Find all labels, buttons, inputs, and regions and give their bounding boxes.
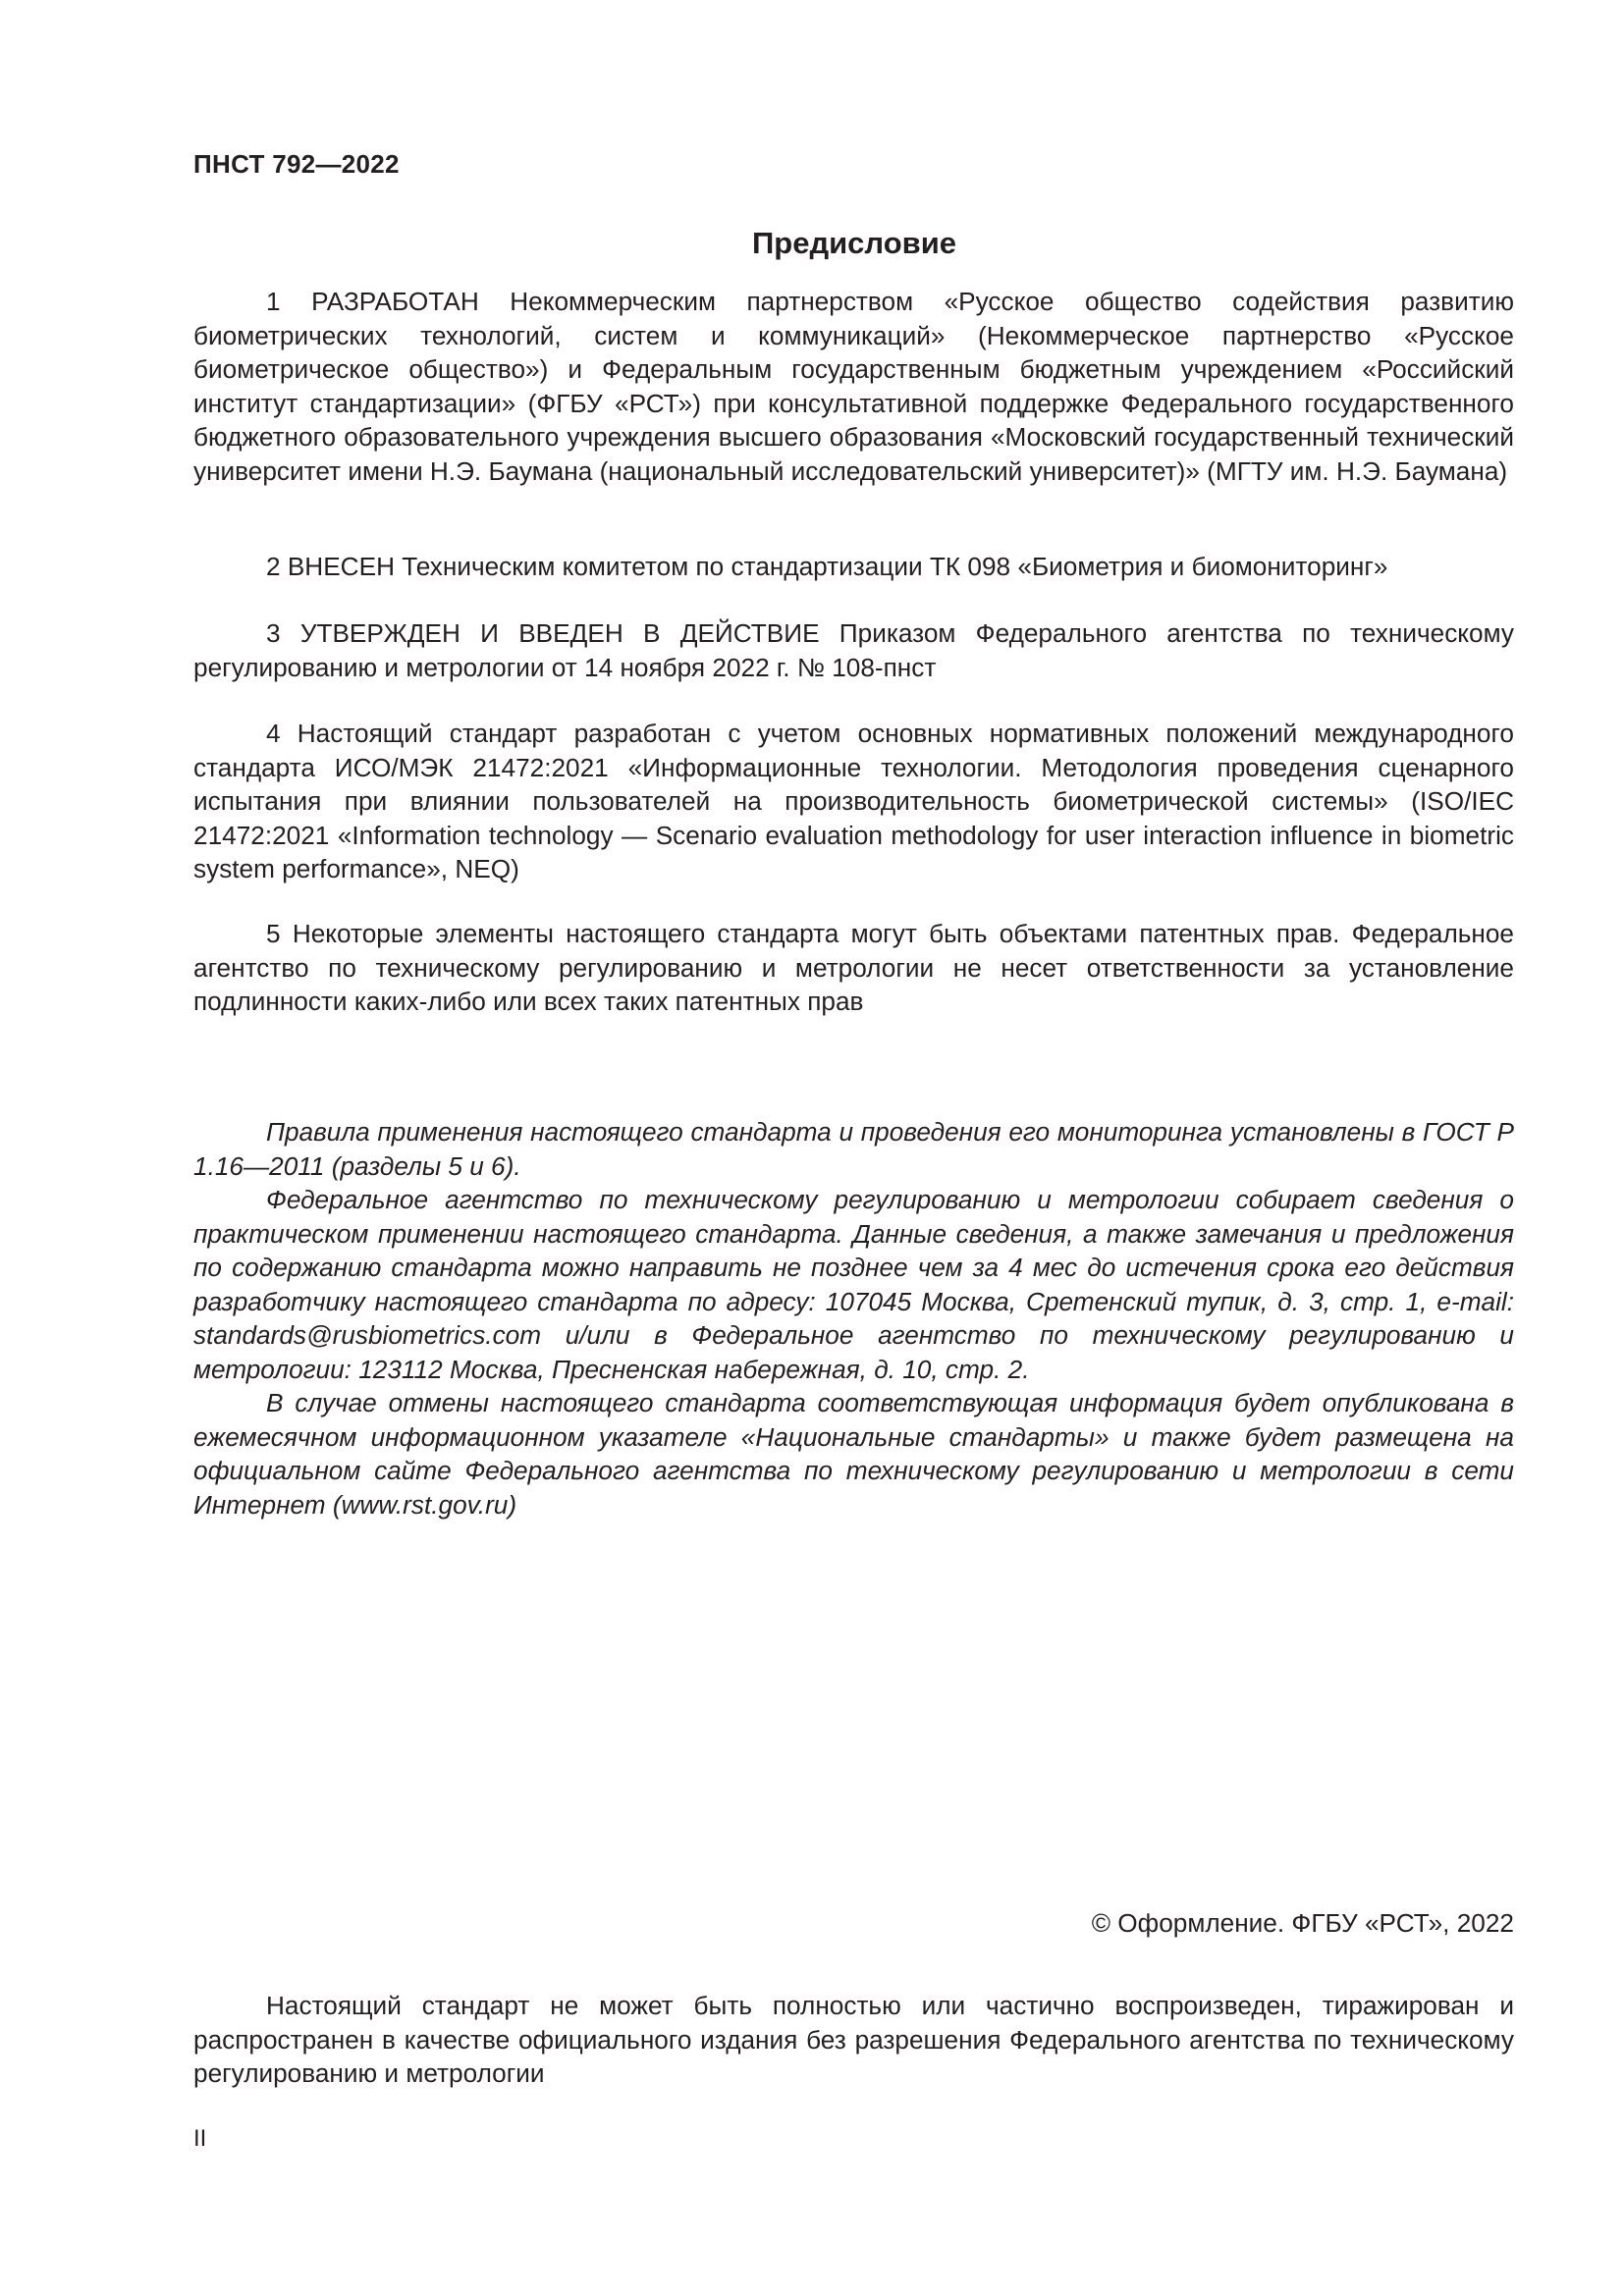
copyright-line: © Оформление. ФГБУ «РСТ», 2022 [1091,1908,1514,1938]
notice-feedback: Федеральное агентство по техническому регулированию и метрологии собирает сведения о практическом применении настоящего стандарта. Данные сведения, а также замечания и предложения по содержанию стандарта можно направить не позднее чем за 4 мес до истечения срока его действия разработчику настоящего стандарта по адресу: 107045 Москва, Сретенский тупик, д. 3, стр. 1, e-mail: standards@rusbiometrics.com и/или в Федеральное агентство по техническому регулированию и метрологии: 123112 Москва, Пресненская набережная, д. 10, стр. 2. [193,1185,1514,1384]
section-5-text: 5 Некоторые элементы настоящего стандарта могут быть объектами патентных прав. Федеральное агентство по техническому регулированию и метрологии не несет ответственности за установление подлинности каких-либо или всех таких патентных прав [193,919,1514,1016]
page-title: Предисловие [751,226,956,260]
document-code: ПНСТ 792—2022 [193,149,400,179]
section-3-text: 3 УТВЕРЖДЕН И ВВЕДЕН В ДЕЙСТВИЕ Приказом Федерального агентства по техническому регулированию и метрологии от 14 ноября 2022 г. № 108-пнст [193,618,1514,682]
section-3 [193,616,1514,684]
page-number: II [193,2125,207,2152]
notice-cancellation: В случае отмены настоящего стандарта соответствующая информация будет опубликована в ежемесячном информационном указателе «Национальные стандарты» и также будет размещена на официальном сайте Федерального агентства по техническому регулированию и метрологии в сети Интернет (www.rst.gov.ru) [193,1388,1514,1520]
notice-rules: Правила применения настоящего стандарта и проведения его мониторинга установлены в ГОСТ Р 1.16—2011 (разделы 5 и 6). [193,1117,1514,1181]
reproduction-block [193,1989,1514,2091]
section-2-text: 2 ВНЕСЕН Техническим комитетом по стандартизации ТК 098 «Биометрия и биомониторинг» [266,552,1388,581]
section-1-text: 1 РАЗРАБОТАН Некоммерческим партнерством «Русское общество содействия развитию биометрических технологий, систем и коммуникаций» (Некоммерческое партнерство «Русское биометрическое общество») и Федеральным государственным бюджетным учреждением «Российский институт стандартизации» (ФГБУ «РСТ») при консультативной поддержке Федерального государственного бюджетного образовательного учреждения высшего образования «Московский государственный технический университет имени Н.Э. Баумана (национальный исследовательский университет)» (МГТУ им. Н.Э. Баумана) [193,287,1514,486]
section-5 [193,917,1514,1019]
notice-block [193,1115,1514,1522]
section-1 [193,285,1514,488]
section-4 [193,717,1514,886]
section-4-text: 4 Настоящий стандарт разработан с учетом основных нормативных положений международного стандарта ИСО/МЭК 21472:2021 «Информационные технологии. Методология проведения сценарного испытания при влиянии пользователей на производительность биометрической системы» (ISO/IEC 21472:2021 «Information technology — Scenario evaluation methodology for user interaction influence in biometric system performance», NEQ) [193,719,1514,883]
reproduction-notice: Настоящий стандарт не может быть полностью или частично воспроизведен, тиражирован и распространен в качестве официального издания без разрешения Федерального агентства по техническому регулированию и метрологии [193,1991,1514,2088]
section-2 [193,550,1514,584]
